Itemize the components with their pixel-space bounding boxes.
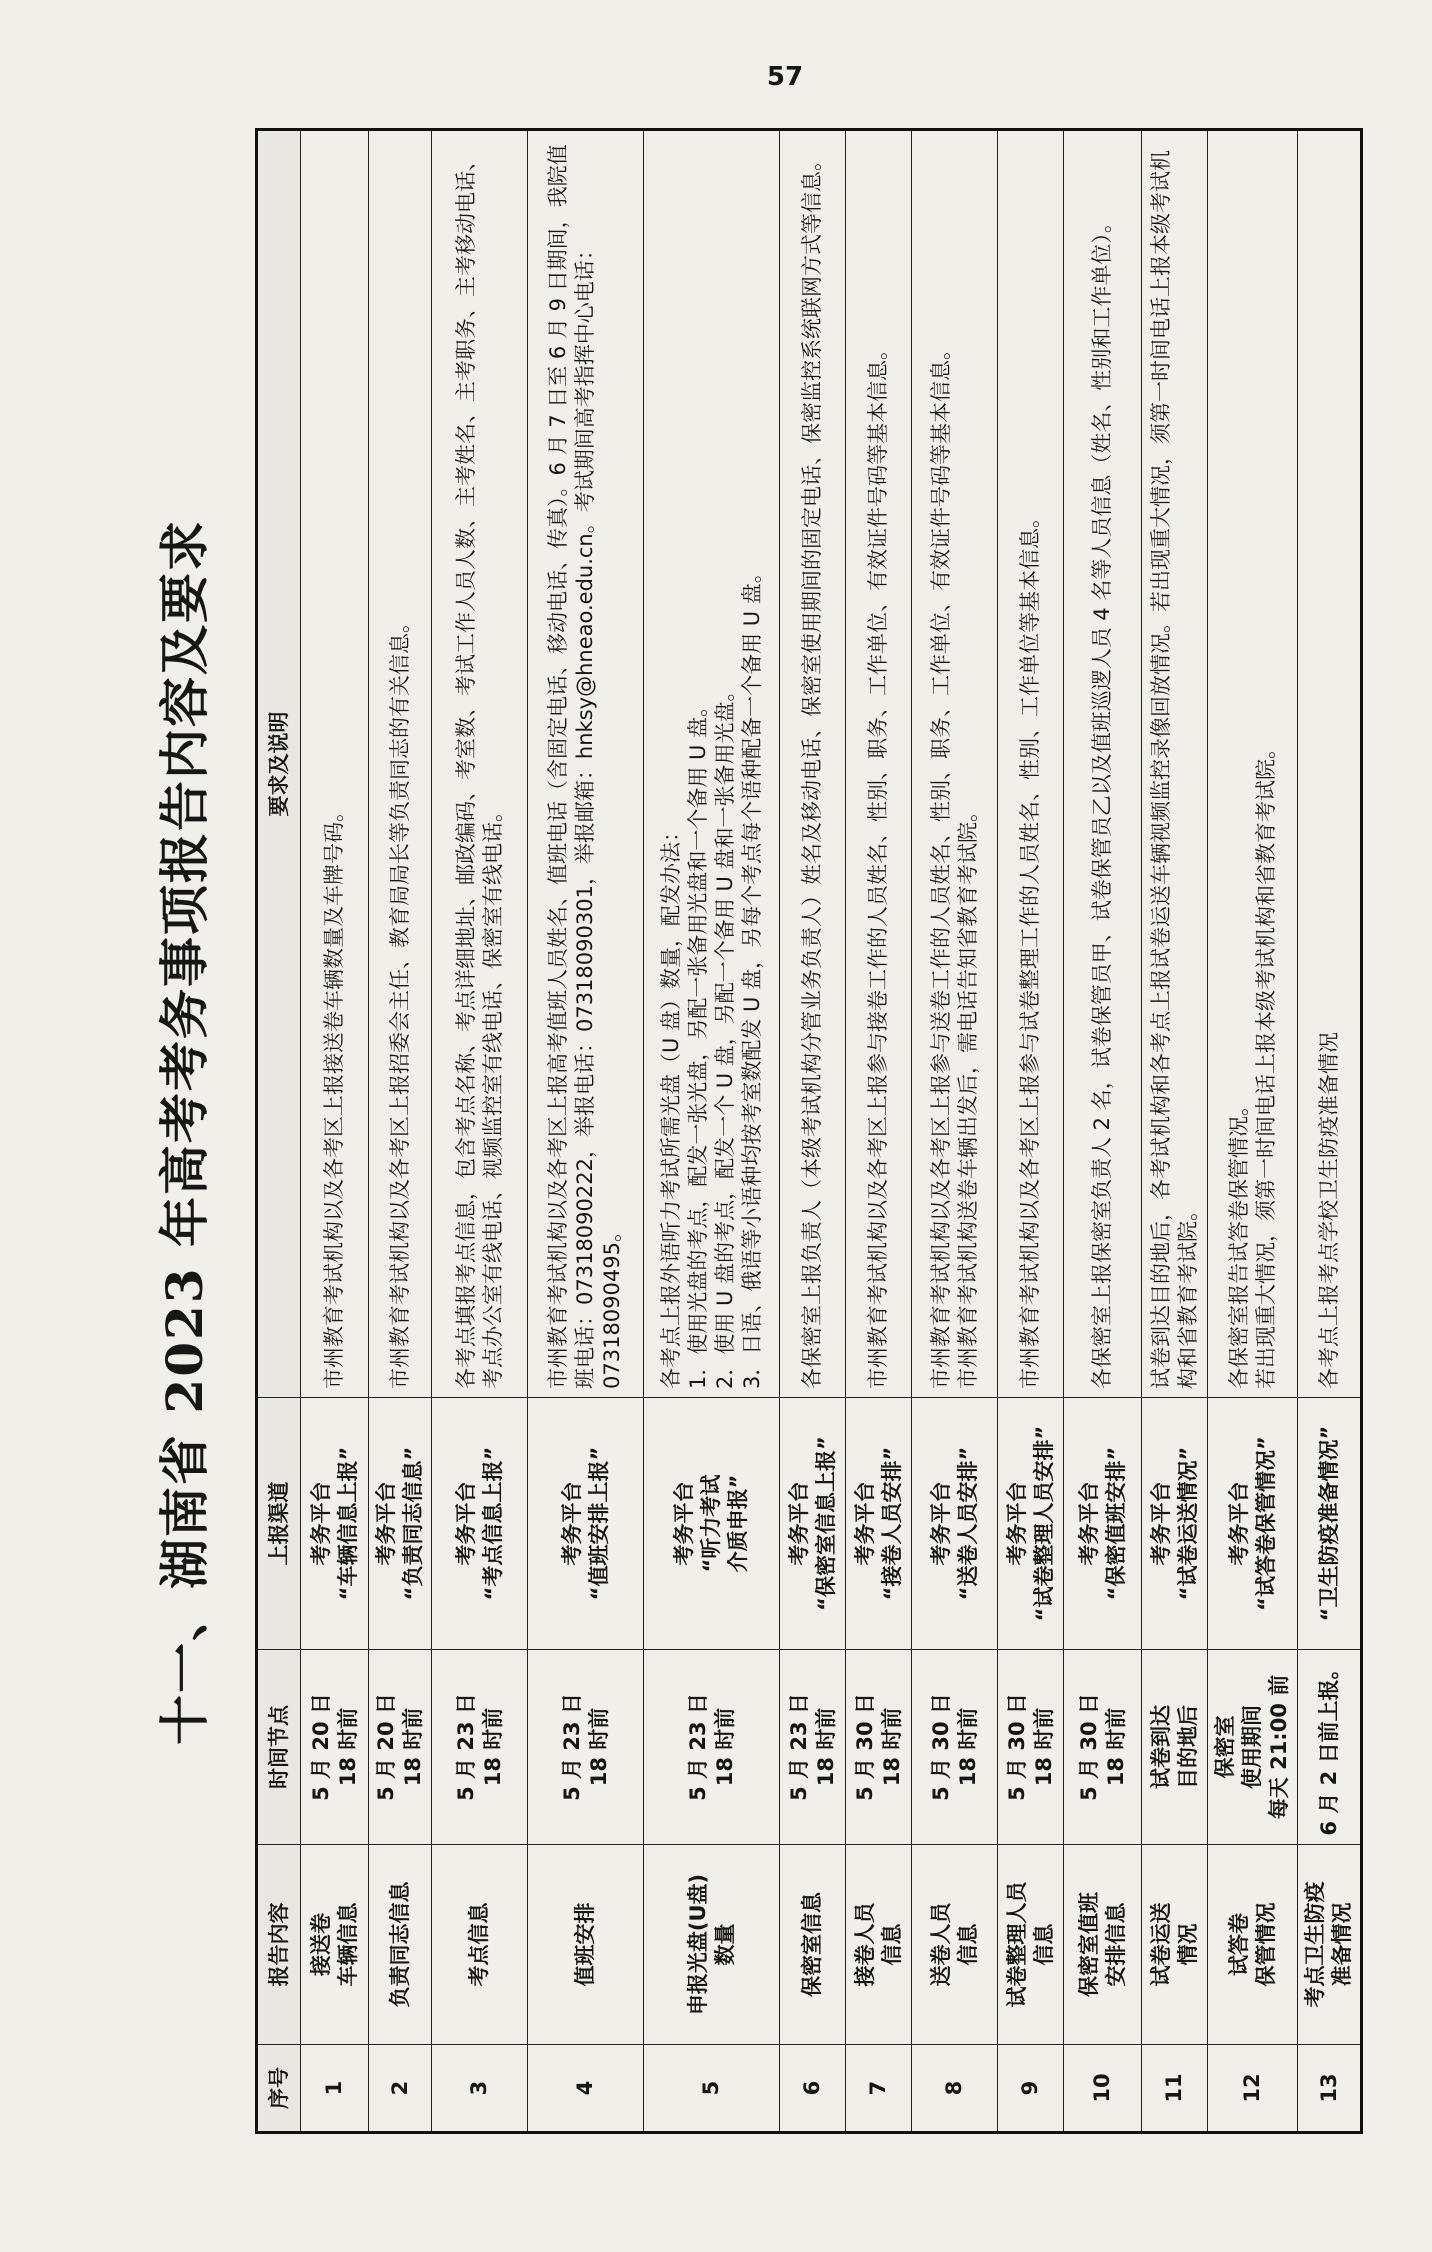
deadline-line: 目的地后 [1175, 1705, 1200, 1789]
report-channel [846, 1398, 912, 1650]
table-row [644, 130, 780, 2133]
report-item-line: 试卷运送 [1148, 1902, 1173, 1987]
report-channel [780, 1398, 846, 1650]
requirements [846, 130, 912, 1398]
requirements-line: 市州教育考试机构以及各考区上报高考值班人员姓名、值班电话（含固定电话、移动电话、传真）。6 月 7 日至 6 月 9 日期间，我院值班电话：07318090222，举报电话：07318090301，举报邮箱：hnksy@hneao.edu.cn。考试期间高考指挥中心电话：07318090495。 [546, 144, 624, 1389]
deadline [1208, 1650, 1298, 1845]
page-title: 十一、湖南省 2023 年高考考务事项报告内容及要求 [155, 519, 214, 1745]
requirements-line: 各保密室上报负责人（本级考试机构分管业务负责人）姓名及移动电话、保密室使用期间的固定电话、保密监控系统联网方式等信息。 [800, 150, 824, 1389]
report-channel-line: “车辆信息上报” [335, 1446, 360, 1601]
report-item-line: 试卷整理人员 [1004, 1881, 1029, 2008]
report-item-line: 信息 [1031, 1923, 1056, 1966]
requirements-line: 市州教育考试机构以及各考区上报招委会主任、教育局局长等负责同志的有关信息。 [387, 612, 412, 1389]
report-channel-line: “接卷人员安排” [879, 1446, 904, 1601]
report-channel [369, 1398, 432, 1650]
report-channel-line: 考务平台 [559, 1481, 584, 1566]
report-item-line: 接卷人员 [852, 1902, 877, 1987]
header-no: 序号 [257, 2045, 301, 2133]
row-number: 2 [369, 2045, 432, 2133]
requirements-line: 各保密室报告试答卷保管情况。 [1226, 1095, 1251, 1389]
requirements [369, 130, 432, 1398]
report-item-line: 准备情况 [1330, 1902, 1354, 1987]
deadline-line: 18 时前 [1103, 1707, 1128, 1787]
requirements [912, 130, 998, 1398]
row-number: 7 [846, 2045, 912, 2133]
requirements-line: 市州教育考试机构以及各考区上报参与接卷工作的人员姓名、性别、职务、工作单位、有效证件号码等基本信息。 [866, 339, 890, 1389]
table-row [1208, 130, 1298, 2133]
deadline-line: 保密室 [1213, 1715, 1237, 1779]
report-item-line: 送卷人员 [928, 1902, 953, 1987]
requirements [998, 130, 1064, 1398]
report-channel-line: 考务平台 [1148, 1481, 1173, 1566]
report-item-line: 车辆信息 [335, 1902, 360, 1987]
page-number: 57 [766, 62, 804, 92]
report-item [644, 1845, 780, 2045]
report-channel [1298, 1398, 1362, 1650]
requirements [1208, 130, 1298, 1398]
report-channel-line: “试卷整理人员安排” [1031, 1425, 1056, 1622]
header-time: 时间节点 [257, 1650, 301, 1845]
report-channel [301, 1398, 369, 1650]
report-channel-line: “负责同志信息” [401, 1446, 425, 1601]
row-number: 1 [301, 2045, 369, 2133]
deadline [528, 1650, 644, 1845]
header-channel: 上报渠道 [257, 1398, 301, 1650]
deadline [912, 1650, 998, 1845]
report-channel-line: 考务平台 [1004, 1481, 1029, 1566]
header-requirements: 要求及说明 [257, 130, 301, 1398]
report-channel-line: 考务平台 [374, 1481, 398, 1566]
report-channel-line: 考务平台 [453, 1481, 478, 1566]
deadline [1298, 1650, 1362, 1845]
table-header-row [257, 130, 301, 2133]
report-channel [998, 1398, 1064, 1650]
report-item [912, 1845, 998, 2045]
report-channel-line: 考务平台 [928, 1481, 953, 1566]
report-item [432, 1845, 528, 2045]
requirements [301, 130, 369, 1398]
report-item [1142, 1845, 1208, 2045]
report-channel [1142, 1398, 1208, 1650]
report-channel-line: 考务平台 [672, 1481, 696, 1566]
report-item-line: 信息 [879, 1923, 904, 1966]
report-channel-line: “卫生防疫准备情况” [1316, 1425, 1341, 1622]
report-channel [912, 1398, 998, 1650]
row-number: 10 [1064, 2045, 1142, 2133]
table-row [1298, 130, 1362, 2133]
requirements-line: 市州教育考试机构以及各考区上报参与送卷工作的人员姓名、性别、职务、工作单位、有效证件号码等基本信息。 [928, 339, 953, 1389]
requirements-line: 市州教育考试机构以及各考区上报接送卷车辆数量及车牌号码。 [322, 801, 346, 1389]
report-item [1064, 1845, 1142, 2045]
report-item [780, 1845, 846, 2045]
table-row [998, 130, 1064, 2133]
deadline-line: 18 时前 [480, 1707, 505, 1787]
report-item-line: 安排信息 [1103, 1902, 1128, 1987]
deadline-line: 18 时前 [586, 1707, 611, 1787]
deadline-line: 5 月 23 日 [453, 1693, 478, 1801]
deadline-line: 5 月 30 日 [852, 1693, 877, 1801]
table-row [1142, 130, 1208, 2133]
requirements-line: 市州教育考试机构以及各考区上报参与试卷整理工作的人员姓名、性别、工作单位等基本信息。 [1018, 507, 1042, 1389]
table-row [846, 130, 912, 2133]
deadline [1142, 1650, 1208, 1845]
report-item [1298, 1845, 1362, 2045]
deadline-line: 18 时前 [813, 1707, 838, 1787]
deadline-line: 5 月 20 日 [308, 1693, 333, 1801]
report-requirements-table [255, 128, 1363, 2134]
deadline-line: 5 月 30 日 [928, 1693, 953, 1801]
report-item-line: 情况 [1175, 1923, 1200, 1966]
table-row [301, 130, 369, 2133]
requirements-line: 各考点上报外语听力考试所需光盘（U 盘）数量，配发办法： [658, 820, 683, 1389]
report-item-line: 值班安排 [573, 1902, 597, 1987]
report-item-line: 考点卫生防疫 [1303, 1881, 1327, 2008]
report-channel-line: “保密室信息上报” [813, 1436, 838, 1611]
report-item [369, 1845, 432, 2045]
requirements-line: 市州教育考试机构送卷车辆出发后，需电话告知省教育考试院。 [955, 801, 980, 1389]
deadline-line: 5 月 30 日 [1004, 1693, 1029, 1801]
deadline-line: 18 时前 [1031, 1707, 1056, 1787]
report-channel-line: 考务平台 [852, 1481, 877, 1566]
report-channel [432, 1398, 528, 1650]
report-item-line: 接送卷 [308, 1913, 333, 1976]
deadline [644, 1650, 780, 1845]
deadline [780, 1650, 846, 1845]
deadline-line: 5 月 23 日 [786, 1693, 811, 1801]
report-channel-line: 介质申报” [726, 1474, 750, 1573]
report-item-line: 数量 [712, 1923, 737, 1966]
requirements-line: 若出现重大情况，须第一时间电话上报本级考试机构和省教育考试院。 [1253, 738, 1278, 1389]
deadline-line: 使用期间 [1240, 1705, 1264, 1789]
report-channel-line: 考务平台 [1226, 1481, 1251, 1566]
row-number: 8 [912, 2045, 998, 2133]
table-body [301, 130, 1362, 2133]
requirements [528, 130, 644, 1398]
row-number: 3 [432, 2045, 528, 2133]
report-channel [528, 1398, 644, 1650]
requirements [1142, 130, 1208, 1398]
requirements [1298, 130, 1362, 1398]
requirements [1064, 130, 1142, 1398]
deadline-line: 18 时前 [879, 1707, 904, 1787]
deadline [301, 1650, 369, 1845]
table-row [912, 130, 998, 2133]
requirements [780, 130, 846, 1398]
report-channel-line: “试卷运送情况” [1175, 1446, 1200, 1601]
deadline-line: 18 时前 [955, 1707, 980, 1787]
requirements-line: 各考点填报考点信息，包含考点名称、考点详细地址、邮政编码、考室数、考试工作人员人数、主考姓名、主考职务、主考移动电话、考点办公室有线电话、视频监控室有线电话、保密室有线电话。 [453, 150, 505, 1389]
deadline [846, 1650, 912, 1845]
deadline-line: 18 时前 [335, 1707, 360, 1787]
row-number: 13 [1298, 2045, 1362, 2133]
requirements [432, 130, 528, 1398]
table-row [780, 130, 846, 2133]
report-item [301, 1845, 369, 2045]
deadline [369, 1650, 432, 1845]
report-channel [1064, 1398, 1142, 1650]
row-number: 9 [998, 2045, 1064, 2133]
requirements [644, 130, 780, 1398]
report-channel-line: “听力考试 [699, 1474, 723, 1573]
report-channel-line: “考点信息上报” [480, 1446, 505, 1601]
report-channel [1208, 1398, 1298, 1650]
deadline-line: 5 月 23 日 [559, 1693, 584, 1801]
report-channel-line: 考务平台 [308, 1481, 333, 1566]
deadline-line: 6 月 2 日前上报。 [1316, 1658, 1341, 1836]
report-item-line: 申报光盘(U盘) [685, 1873, 710, 2016]
table-row [432, 130, 528, 2133]
row-number: 4 [528, 2045, 644, 2133]
row-number: 11 [1142, 2045, 1208, 2133]
report-item-line: 保密室信息 [800, 1892, 824, 1997]
requirements-line: 各考点上报考点学校卫生防疫准备情况 [1316, 1032, 1341, 1389]
report-channel-line: 考务平台 [1076, 1481, 1101, 1566]
deadline-line: 18 时前 [712, 1707, 737, 1787]
report-channel [644, 1398, 780, 1650]
row-number: 5 [644, 2045, 780, 2133]
table-row [528, 130, 644, 2133]
report-channel-line: “送卷人员安排” [955, 1446, 980, 1601]
row-number: 6 [780, 2045, 846, 2133]
report-item-line: 保管情况 [1253, 1902, 1278, 1987]
report-channel-line: 考务平台 [786, 1481, 811, 1566]
table-row [1064, 130, 1142, 2133]
deadline [432, 1650, 528, 1845]
report-item [1208, 1845, 1298, 2045]
requirements-line: 各保密室上报保密室负责人 2 名，试卷保管员甲、试卷保管员乙以及值班巡逻人员 4 名等人员信息（姓名、性别和工作单位）。 [1090, 212, 1114, 1389]
deadline [1064, 1650, 1142, 1845]
header-item: 报告内容 [257, 1845, 301, 2045]
table-row [369, 130, 432, 2133]
report-item [998, 1845, 1064, 2045]
report-item-line: 试答卷 [1226, 1913, 1251, 1976]
report-item-line: 负责同志信息 [387, 1881, 412, 2008]
report-item-line: 信息 [955, 1923, 980, 1966]
requirements-line: 3．日语、俄语等小语种均按考室数配发 U 盘，另每个考点每个语种配备一个备用 U 盘。 [739, 562, 764, 1389]
deadline-line: 试卷到达 [1148, 1705, 1173, 1789]
requirements-line: 2．使用 U 盘的考点，配发一个 U 盘，另配一个备用 U 盘和一张备用光盘。 [712, 680, 737, 1389]
deadline-line: 5 月 23 日 [685, 1693, 710, 1801]
report-item-line: 考点信息 [467, 1902, 491, 1987]
report-channel-line: “值班安排上报” [586, 1446, 611, 1601]
report-channel-line: “保密值班安排” [1103, 1446, 1128, 1601]
requirements-line: 1．使用光盘的考点，配发一张光盘，另配一张备用光盘和一个备用 U 盘。 [685, 695, 710, 1389]
deadline-line: 5 月 30 日 [1076, 1693, 1101, 1801]
report-channel-line: “试答卷保管情况” [1253, 1436, 1278, 1611]
deadline-line: 5 月 20 日 [374, 1693, 398, 1801]
report-item [528, 1845, 644, 2045]
report-item [846, 1845, 912, 2045]
row-number: 12 [1208, 2045, 1298, 2133]
deadline-line: 每天 21:00 前 [1267, 1674, 1291, 1820]
report-item-line: 保密室值班 [1076, 1892, 1101, 1997]
deadline [998, 1650, 1064, 1845]
requirements-line: 试卷到达目的地后，各考试机构和各考点上报试卷运送车辆视频监控录像回放情况。若出现重大情况，须第一时间电话上报本级考试机构和省教育考试院。 [1148, 150, 1200, 1389]
deadline-line: 18 时前 [401, 1707, 425, 1787]
